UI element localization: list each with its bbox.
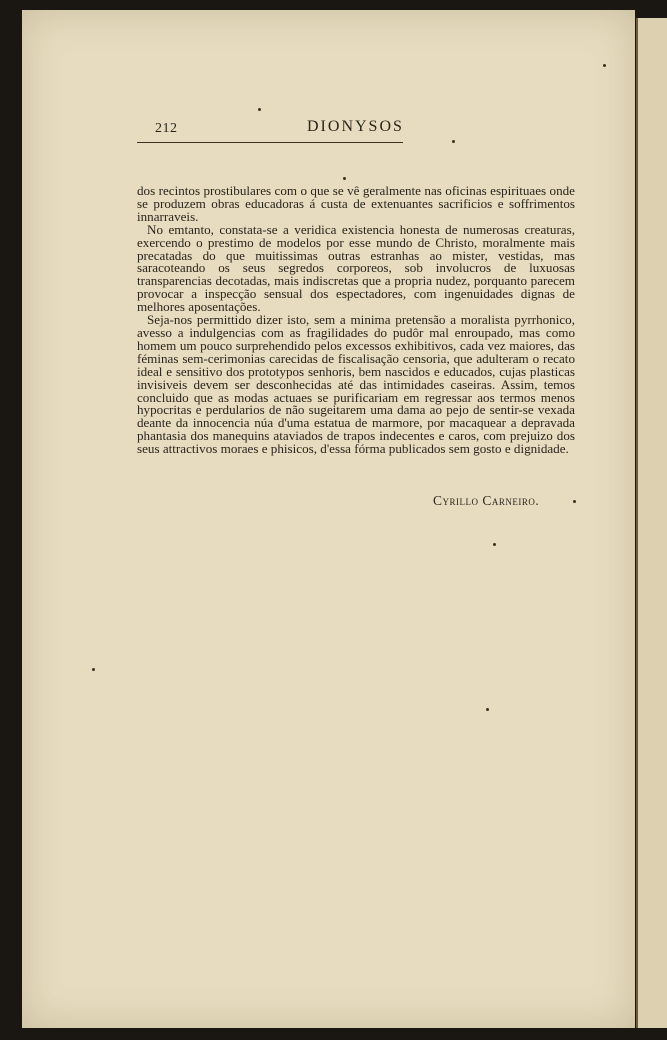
paper-speck [573,500,576,503]
author-signature: Cyrillo Carneiro. [433,493,540,508]
book-page [22,10,635,1028]
paper-speck [92,668,95,671]
paper-speck [603,64,606,67]
paragraph-1: dos recintos prostibulares com o que se vê geralmente nas oficinas espirituaes onde se produzem obras educadoras á custa de extenuantes sacrificios e soffrimentos innarraveis. [137,183,575,224]
paragraph-2: No emtanto, constata-se a veridica existencia honesta de numerosas creaturas, exercendo o prestimo de modelos por esse mundo de Christo, moralmente mais precatadas do que muitissimas outras estranhas ao mister, vestidas, mas saracoteando os seus segredos corporeos, sob involucros de luxuosas transparencias decotadas, mais indiscretas que a propria nudez, porquanto parecem provocar a inspecção sensual dos espectadores, com ingenuidades dignas de melhores aposentações. [137,221,575,315]
adjacent-page-edge [636,18,667,1028]
paper-speck [486,708,489,711]
paper-speck [343,177,346,180]
article-body [137,185,575,456]
running-title: DIONYSOS [307,118,404,135]
paragraph-3: Seja-nos permittido dizer isto, sem a minima pretensão a moralista pyrrhonico, avesso a indulgencias com as fragilidades do pudôr mal enroupado, mas como homem um pouco surprehendido pelos excessos exhibitivos, cada vez maiores, das féminas sem-cerimonias carecidas de fiscalisação censoria, que adulteram o recato ideal e sensitivo dos prototypos senhoris, bem nascidos e educados, cujas plasticas invisiveis devem ser desconhecidas até das intimidades caseiras. Assim, temos concluido que as modas actuaes se purificariam em regressar aos termos menos hypocritas e perdularios de não sugeitarem uma dama ao pejo de sentir-se vexada deante da innocencia núa d'uma estatua de marmore, por macaquear a depravada phantasia dos manequins ataviados de trapos indecentes e caros, com prejuizo dos seus attractivos moraes e phisicos, d'essa fórma publicados sem gosto e dignidade. [137,312,575,457]
paper-speck [452,140,455,143]
paper-speck [258,108,261,111]
paper-speck [493,543,496,546]
page-header [137,118,403,143]
page-number: 212 [155,121,178,136]
